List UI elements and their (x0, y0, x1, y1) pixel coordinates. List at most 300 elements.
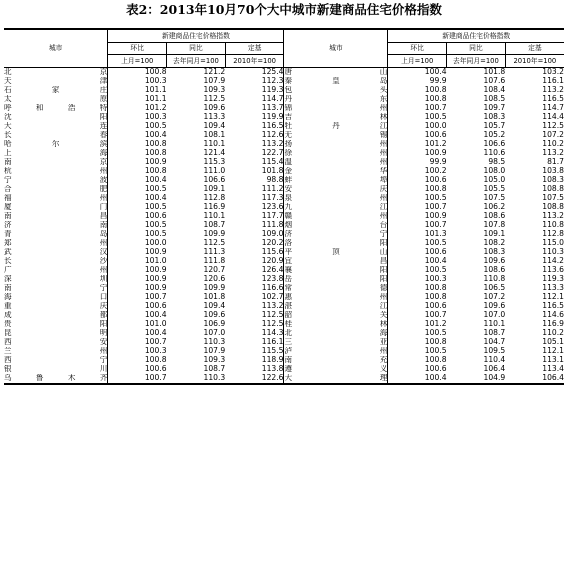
city-name-cell: 深圳 (4, 274, 108, 283)
fixed-header: 定基 (505, 42, 564, 55)
mom-value-cell: 100.3 (144, 346, 167, 355)
yoy-value-cell: 108.3 (483, 112, 506, 121)
fixed-value-cell: 114.4 (542, 112, 564, 121)
mom-value-cell: 100.4 (144, 193, 167, 202)
yoy-value-cell: 112.5 (203, 94, 226, 103)
city-name-cell: 唐山 (284, 67, 388, 76)
yoy-value-cell: 109.3 (203, 85, 226, 94)
fixed-value-cell: 116.1 (542, 76, 564, 85)
city-name-cell: 海口 (4, 292, 108, 301)
city-name-cell: 银川 (4, 364, 108, 373)
table-row (4, 203, 564, 212)
city-name-cell: 秦皇岛 (284, 76, 388, 85)
fixed-value-cell: 114.6 (542, 310, 564, 319)
table-row (4, 194, 564, 203)
yoy-value-cell: 108.5 (483, 94, 506, 103)
mom-value-cell: 100.7 (424, 202, 447, 211)
mom-value-cell: 100.3 (144, 112, 167, 121)
city-name-cell: 吉林 (284, 112, 388, 121)
table-row (4, 122, 564, 131)
mom-value-cell: 100.0 (424, 121, 447, 130)
yoy-value-cell: 104.9 (447, 374, 506, 384)
yoy-value-cell: 108.7 (483, 328, 506, 337)
mom-value-cell: 100.8 (144, 139, 167, 148)
fixed-value-cell: 116.1 (225, 338, 284, 347)
yoy-value-cell: 107.0 (483, 310, 506, 319)
yoy-value-cell: 112.5 (203, 238, 226, 247)
table-row (4, 140, 564, 149)
fixed-value-cell: 113.2 (542, 211, 564, 220)
mom-value-cell: 100.5 (424, 193, 447, 202)
yoy-value-cell: 106.5 (483, 283, 506, 292)
yoy-value-cell: 108.7 (203, 220, 226, 229)
fixed-value-cell: 119.9 (225, 113, 284, 122)
city-name-cell: 赣州 (284, 211, 388, 220)
yoy-value-cell: 108.3 (483, 247, 506, 256)
mom-value-cell: 100.2 (424, 166, 447, 175)
yoy-value-cell: 106.9 (203, 319, 226, 328)
city-name-cell: 北京 (4, 67, 108, 76)
fixed-value-cell: 112.1 (542, 292, 564, 301)
fixed-value-cell: 120.2 (225, 239, 284, 248)
mom-value-cell: 100.5 (144, 184, 167, 193)
table-row (4, 248, 564, 257)
mom-value-cell: 101.3 (424, 229, 447, 238)
city-name-cell: 西宁 (4, 355, 108, 364)
mom-value-cell: 101.2 (144, 103, 167, 112)
mom-value-cell: 101.0 (144, 319, 167, 328)
fixed-value-cell: 105.1 (542, 337, 564, 346)
yoy-base-header: 去年同月=100 (447, 55, 506, 68)
fixed-value-cell: 108.8 (542, 202, 564, 211)
table-row (4, 320, 564, 329)
fixed-value-cell: 114.7 (225, 95, 284, 104)
table-body (4, 67, 564, 384)
city-name-cell: 桂林 (284, 319, 388, 328)
mom-value-cell: 101.2 (424, 139, 447, 148)
fixed-value-cell: 116.5 (225, 122, 284, 131)
mom-value-cell: 100.6 (144, 211, 167, 220)
yoy-value-cell: 107.2 (483, 292, 506, 301)
table-row (4, 356, 564, 365)
mom-value-cell: 100.3 (424, 274, 447, 283)
city-name-cell: 三亚 (284, 337, 388, 346)
mom-value-cell: 100.4 (144, 175, 167, 184)
yoy-value-cell: 115.3 (203, 157, 226, 166)
yoy-value-cell: 108.0 (483, 166, 506, 175)
mom-value-cell: 100.8 (144, 67, 167, 76)
city-name-cell: 兰州 (4, 346, 108, 355)
mom-value-cell: 100.7 (424, 220, 447, 229)
city-name-cell: 呼和浩特 (4, 103, 108, 112)
fixed-value-cell: 108.8 (542, 184, 564, 193)
city-name-cell: 青岛 (4, 229, 108, 238)
fixed-value-cell: 120.9 (225, 257, 284, 266)
mom-value-cell: 100.8 (424, 292, 447, 301)
city-name-cell: 杭州 (4, 166, 108, 175)
fixed-value-cell: 112.8 (542, 229, 564, 238)
table-row (4, 329, 564, 338)
table-row (4, 104, 564, 113)
city-name-cell: 福州 (4, 193, 108, 202)
fixed-value-cell: 113.2 (542, 148, 564, 157)
mom-value-cell: 100.5 (144, 202, 167, 211)
mom-value-cell: 100.9 (424, 211, 447, 220)
table-row (4, 77, 564, 86)
fixed-value-cell: 110.2 (542, 139, 564, 148)
city-name-cell: 洛阳 (284, 238, 388, 247)
fixed-value-cell: 98.8 (225, 176, 284, 185)
yoy-value-cell: 107.5 (483, 193, 506, 202)
yoy-value-cell: 106.2 (483, 202, 506, 211)
yoy-value-cell: 109.6 (203, 310, 226, 319)
city-name-cell: 南京 (4, 157, 108, 166)
city-name-cell: 包头 (284, 85, 388, 94)
city-name-cell: 天津 (4, 76, 108, 85)
yoy-value-cell: 106.4 (483, 364, 506, 373)
mom-value-cell: 100.4 (424, 67, 447, 76)
mom-value-cell: 100.4 (144, 310, 167, 319)
fixed-value-cell: 113.7 (225, 104, 284, 113)
city-name-cell: 贵阳 (4, 319, 108, 328)
city-name-cell: 大理 (284, 373, 388, 382)
fixed-value-cell: 103.8 (542, 166, 564, 175)
city-name-cell: 南充 (284, 355, 388, 364)
fixed-value-cell: 113.2 (225, 302, 284, 311)
yoy-value-cell: 108.6 (483, 211, 506, 220)
table-row (4, 347, 564, 356)
yoy-value-cell: 108.1 (203, 130, 226, 139)
mom-value-cell: 99.9 (429, 76, 447, 85)
city-name-cell: 石家庄 (4, 85, 108, 94)
yoy-value-cell: 111.0 (203, 166, 226, 175)
fixed-value-cell: 112.5 (542, 121, 564, 130)
mom-value-cell: 100.3 (144, 76, 167, 85)
mom-value-cell: 101.2 (424, 319, 447, 328)
city-name-cell: 合肥 (4, 184, 108, 193)
yoy-value-cell: 116.9 (203, 202, 226, 211)
city-name-cell: 重庆 (4, 301, 108, 310)
mom-value-cell: 100.7 (144, 292, 167, 301)
yoy-value-cell: 109.1 (203, 184, 226, 193)
city-name-cell: 蚌埠 (284, 175, 388, 184)
yoy-value-cell: 107.6 (483, 76, 506, 85)
table-row (4, 185, 564, 194)
fixed-value-cell: 102.7 (225, 293, 284, 302)
city-name-cell: 岳阳 (284, 274, 388, 283)
fixed-value-cell: 122.7 (225, 149, 284, 158)
table-row (4, 67, 564, 77)
yoy-value-cell: 107.8 (483, 220, 506, 229)
mom-value-cell: 100.5 (144, 229, 167, 238)
yoy-header: 同比 (167, 42, 226, 55)
fixed-value-cell: 115.0 (542, 238, 564, 247)
yoy-value-cell: 109.6 (483, 301, 506, 310)
table-row (4, 167, 564, 176)
mom-value-cell: 100.7 (144, 337, 167, 346)
table-row (4, 86, 564, 95)
mom-value-cell: 100.8 (424, 94, 447, 103)
yoy-value-cell: 101.8 (203, 292, 226, 301)
table-row (4, 374, 564, 384)
city-name-cell: 九江 (284, 202, 388, 211)
fixed-value-cell: 116.6 (225, 284, 284, 293)
yoy-value-cell: 110.1 (203, 139, 226, 148)
fixed-value-cell: 101.8 (225, 167, 284, 176)
table-row (4, 257, 564, 266)
yoy-value-cell: 109.6 (483, 256, 506, 265)
yoy-value-cell: 101.8 (483, 67, 506, 76)
city-name-cell: 武汉 (4, 247, 108, 256)
fixed-value-cell: 112.5 (225, 311, 284, 320)
mom-value-cell: 100.0 (144, 238, 167, 247)
city-name-cell: 常德 (284, 283, 388, 292)
yoy-value-cell: 109.5 (483, 346, 506, 355)
fixed-value-cell: 118.9 (225, 356, 284, 365)
city-name-cell: 长沙 (4, 256, 108, 265)
yoy-value-cell: 110.1 (203, 211, 226, 220)
city-name-cell: 长春 (4, 130, 108, 139)
table-row (4, 158, 564, 167)
mom-value-cell: 100.6 (424, 130, 447, 139)
mom-value-cell: 100.8 (424, 337, 447, 346)
yoy-value-cell: 112.8 (203, 193, 226, 202)
mom-value-cell: 100.8 (144, 166, 167, 175)
yoy-value-cell: 108.4 (483, 85, 506, 94)
yoy-header: 同比 (447, 42, 506, 55)
city-name-cell: 温州 (284, 157, 388, 166)
mom-value-cell: 100.5 (424, 265, 447, 274)
fixed-value-cell: 110.8 (542, 220, 564, 229)
city-name-cell: 乌鲁木齐 (4, 373, 108, 382)
mom-base-header: 上月=100 (388, 55, 447, 68)
yoy-value-cell: 110.3 (167, 374, 226, 384)
city-name-cell: 襄阳 (284, 265, 388, 274)
city-name-cell: 济宁 (284, 229, 388, 238)
city-name-cell: 安庆 (284, 184, 388, 193)
table-row (4, 302, 564, 311)
table-row (4, 275, 564, 284)
fixed-value-cell: 117.3 (225, 194, 284, 203)
yoy-value-cell: 110.6 (483, 148, 506, 157)
city-name-cell: 锦州 (284, 103, 388, 112)
fixed-value-cell: 125.4 (225, 67, 284, 77)
city-name-cell: 湛江 (284, 301, 388, 310)
fixed-value-cell: 123.8 (225, 275, 284, 284)
fixed-value-cell: 107.5 (542, 193, 564, 202)
mom-header: 环比 (108, 42, 167, 55)
city-name-cell: 无锡 (284, 130, 388, 139)
fixed-value-cell: 126.4 (225, 266, 284, 275)
mom-value-cell: 100.5 (144, 121, 167, 130)
city-name-cell: 遵义 (284, 364, 388, 373)
mom-value-cell: 100.9 (424, 148, 447, 157)
yoy-value-cell: 104.7 (483, 337, 506, 346)
fixed-value-cell: 115.5 (225, 347, 284, 356)
table-row (4, 266, 564, 275)
yoy-value-cell: 107.0 (203, 328, 226, 337)
fixed-value-cell: 116.9 (542, 319, 564, 328)
yoy-value-cell: 98.5 (488, 157, 506, 166)
fixed-value-cell: 113.2 (542, 85, 564, 94)
fixed-value-cell: 107.2 (542, 130, 564, 139)
yoy-value-cell: 106.6 (203, 175, 226, 184)
yoy-value-cell: 108.6 (483, 265, 506, 274)
yoy-value-cell: 109.6 (203, 103, 226, 112)
mom-header: 环比 (388, 42, 447, 55)
city-name-cell: 宁波 (4, 175, 108, 184)
fixed-value-cell: 111.2 (225, 185, 284, 194)
table-title: 表2：2013年10月70个大中城市新建商品住宅价格指数 (126, 2, 442, 17)
yoy-value-cell: 109.4 (203, 301, 226, 310)
fixed-value-cell: 112.5 (225, 320, 284, 329)
fixed-value-cell: 112.3 (225, 77, 284, 86)
fixed-value-cell: 113.8 (225, 365, 284, 374)
yoy-value-cell: 106.6 (483, 139, 506, 148)
yoy-value-cell: 108.2 (483, 238, 506, 247)
mom-value-cell: 100.7 (424, 310, 447, 319)
mom-base-header: 上月=100 (108, 55, 167, 68)
mom-value-cell: 100.5 (424, 112, 447, 121)
yoy-value-cell: 111.8 (203, 256, 226, 265)
table-row (4, 293, 564, 302)
fixed-header: 定基 (225, 42, 284, 55)
fixed-value-cell: 109.0 (225, 230, 284, 239)
mom-value-cell: 100.8 (424, 184, 447, 193)
fixed-value-cell: 103.2 (542, 67, 564, 76)
mom-value-cell: 100.5 (424, 328, 447, 337)
mom-value-cell: 100.6 (144, 301, 167, 310)
yoy-value-cell: 110.1 (483, 319, 506, 328)
yoy-value-cell: 121.4 (203, 148, 226, 157)
city-header: 城市 (284, 29, 388, 67)
yoy-base-header: 去年同月=100 (167, 55, 226, 68)
mom-value-cell: 100.4 (388, 374, 447, 384)
city-name-cell: 哈尔滨 (4, 139, 108, 148)
table-row (4, 221, 564, 230)
table-row (4, 239, 564, 248)
yoy-value-cell: 108.7 (203, 364, 226, 373)
fixed-value-cell: 112.1 (542, 346, 564, 355)
table-row (4, 212, 564, 221)
mom-value-cell: 100.7 (424, 103, 447, 112)
yoy-value-cell: 109.9 (203, 229, 226, 238)
fixed-value-cell: 112.6 (225, 131, 284, 140)
city-name-cell: 泸州 (284, 346, 388, 355)
fixed-value-cell: 115.4 (225, 158, 284, 167)
city-name-cell: 成都 (4, 310, 108, 319)
table-row (4, 149, 564, 158)
yoy-value-cell: 109.1 (483, 229, 506, 238)
city-name-cell: 扬州 (284, 139, 388, 148)
mom-value-cell: 100.4 (424, 256, 447, 265)
fixed-value-cell: 108.3 (542, 175, 564, 184)
city-header: 城市 (4, 29, 108, 67)
fixed-value-cell: 119.3 (542, 274, 564, 283)
fixed-value-cell: 113.6 (542, 265, 564, 274)
table-row (4, 311, 564, 320)
fixed-value-cell: 122.6 (225, 374, 284, 384)
yoy-value-cell: 120.7 (203, 265, 226, 274)
yoy-value-cell: 110.3 (203, 337, 226, 346)
yoy-value-cell: 113.3 (203, 112, 226, 121)
mom-value-cell: 101.1 (144, 94, 167, 103)
table-row (4, 113, 564, 122)
city-name-cell: 西安 (4, 337, 108, 346)
yoy-value-cell: 107.9 (203, 76, 226, 85)
city-name-cell: 上海 (4, 148, 108, 157)
fixed-value-cell: 113.3 (542, 283, 564, 292)
city-name-cell: 济南 (4, 220, 108, 229)
fixed-value-cell: 111.8 (225, 221, 284, 230)
table-row (4, 131, 564, 140)
fixed-value-cell: 110.3 (542, 247, 564, 256)
yoy-value-cell: 120.6 (203, 274, 226, 283)
fixed-value-cell: 114.2 (542, 256, 564, 265)
mom-value-cell: 100.9 (144, 157, 167, 166)
yoy-value-cell: 105.5 (483, 184, 506, 193)
fixed-value-cell: 113.2 (225, 140, 284, 149)
yoy-value-cell: 110.8 (483, 274, 506, 283)
mom-value-cell: 100.8 (144, 148, 167, 157)
mom-value-cell: 101.0 (144, 256, 167, 265)
yoy-value-cell: 107.9 (203, 346, 226, 355)
fixed-value-cell: 116.5 (542, 301, 564, 310)
yoy-value-cell: 105.0 (483, 175, 506, 184)
yoy-value-cell: 109.9 (203, 283, 226, 292)
yoy-value-cell: 109.4 (203, 121, 226, 130)
city-name-cell: 太原 (4, 94, 108, 103)
table-row (4, 95, 564, 104)
mom-value-cell: 100.9 (144, 283, 167, 292)
city-name-cell: 牡丹江 (284, 121, 388, 130)
table-row (4, 230, 564, 239)
mom-value-cell: 100.8 (144, 355, 167, 364)
mom-value-cell: 100.6 (424, 301, 447, 310)
mom-value-cell: 99.9 (429, 157, 447, 166)
city-name-cell: 厦门 (4, 202, 108, 211)
city-name-cell: 徐州 (284, 148, 388, 157)
fixed-value-cell: 114.7 (542, 103, 564, 112)
table-row (4, 338, 564, 347)
mom-value-cell: 100.6 (144, 364, 167, 373)
table-row (4, 176, 564, 185)
city-name-cell: 广州 (4, 265, 108, 274)
table-row (4, 365, 564, 374)
city-name-cell: 郑州 (4, 238, 108, 247)
price-index-table (4, 28, 564, 385)
mom-value-cell: 100.6 (424, 247, 447, 256)
fixed-value-cell: 114.3 (225, 329, 284, 338)
mom-value-cell: 100.8 (424, 85, 447, 94)
city-name-cell: 惠州 (284, 292, 388, 301)
fixed-value-cell: 115.6 (225, 248, 284, 257)
yoy-value-cell: 105.7 (483, 121, 506, 130)
city-name-cell: 南昌 (4, 211, 108, 220)
city-name-cell: 宜昌 (284, 256, 388, 265)
mom-value-cell: 100.9 (144, 247, 167, 256)
index-group-header: 新建商品住宅价格指数 (108, 29, 284, 42)
mom-value-cell: 100.4 (144, 130, 167, 139)
mom-value-cell: 100.6 (424, 364, 447, 373)
mom-value-cell: 100.9 (144, 274, 167, 283)
mom-value-cell: 100.8 (424, 355, 447, 364)
yoy-value-cell: 111.3 (203, 247, 226, 256)
yoy-value-cell: 109.3 (203, 355, 226, 364)
fixed-value-cell: 106.4 (505, 374, 564, 384)
fixed-value-cell: 117.7 (225, 212, 284, 221)
table-row (4, 284, 564, 293)
